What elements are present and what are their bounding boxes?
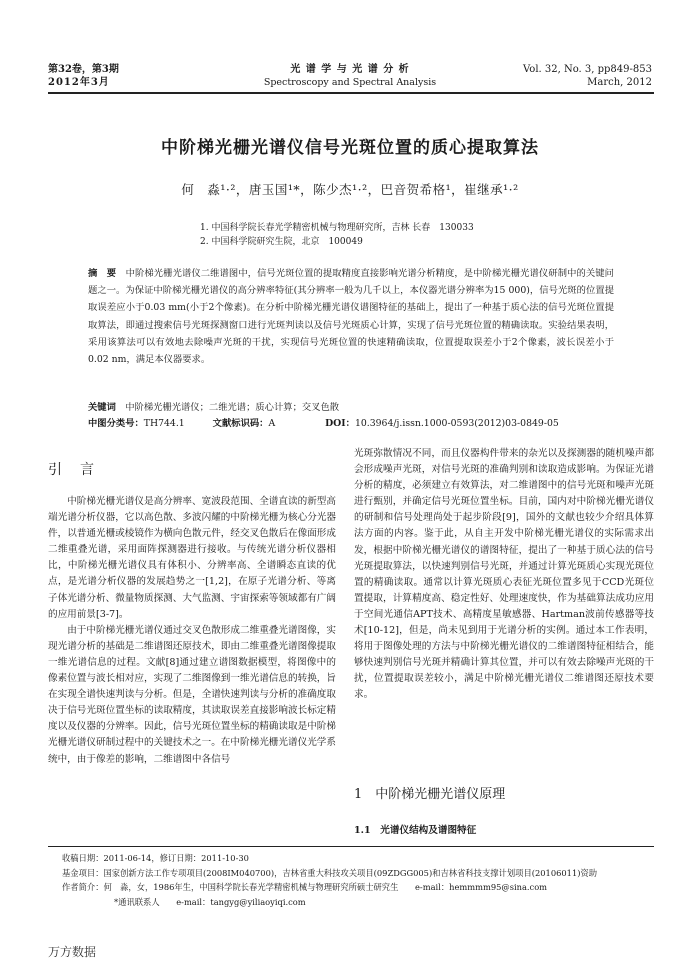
subsection-1-1-heading: 1.1 光谱仪结构及谱图特征 bbox=[354, 825, 477, 836]
fund-info: 基金项目：国家创新方法工作专项项目(2008IM040700)，吉林省重大科技攻关项目(09ZDGG005)和吉林省科技支撑计划项目(20106011)资助 bbox=[62, 867, 598, 878]
classification-line bbox=[88, 415, 648, 429]
right-column-body bbox=[354, 446, 654, 768]
intro-paragraph-1: 中阶梯光栅光谱仪是高分辨率、宽波段范围、全谱直读的新型高端光谱分析仪器，它以高色散、多波闪耀的中阶梯光栅为核心分光器件，以普通光栅或棱镜作为横向色散元件，经交叉色散后在像面形成二维重叠光谱，采用面阵探测器进行接收。与传统光谱分析仪器相比，中阶梯光栅光谱仪具有体积小、分辨率高、全谱瞬态直读的优点，是光谱分析仪器的发展趋势之一[1,2]，在原子光谱分析、等离子体光谱分析、微量物质探测、大气监测、宇宙探索等领域都有广阔的应用前景[3-7]。 bbox=[48, 496, 336, 620]
footnote-rule bbox=[48, 846, 654, 847]
footnotes bbox=[62, 851, 662, 909]
author-intro: 作者简介：何 淼，女，1986年生，中国科学院长春光学精密机械与物理研究所硕士研究生 e-mail：hemmmm95@sina.com bbox=[62, 882, 548, 892]
right-paragraph: 光斑弥散情况不同，而且仪器构件带来的杂光以及探测器的随机噪声都会形成噪声光斑，对信号光斑的准确判别和读取造成影响。为保证光谱分析的精度，必须建立有效算法，对二维谱图中的信号光斑和噪声光斑进行甄别，并确定信号光斑位置坐标。目前，国内对中阶梯光栅光谱仪的研制和信号处理尚处于起步阶段[9]，国外的文献也较少介绍具体算法方面的内容。鉴于此，从自主开发中阶梯光栅光谱仪的实际需求出发，根据中阶梯光栅光谱仪的谱图特征，提出了一种基于质心法的信号光斑提取算法，以快速判别信号光斑，并通过计算光斑质心实现光斑位置的精确读取。通常以计算光斑质心表征光斑位置多见于CCD光斑位置提取，计算精度高、稳定性好、处理速度快，作为基础算法成功应用于空间光通信APT技术、高精度星敏感器、Hartman波前传感器等技术[10-12]，但是，尚未见到用于光谱分析的实例。通过本工作表明，将用于图像处理的方法与中阶梯光栅光谱仪的二维谱图特征相结合，能够快速判别信号光斑并精确计算其位置，并可以有效去除噪声光斑的干扰，位置提取误差较小，满足中阶梯光栅光谱仪二维谱图还原技术要求。 bbox=[354, 448, 654, 701]
received-date: 收稿日期：2011-06-14，修订日期：2011-10-30 bbox=[62, 853, 249, 863]
date-cn: 2012年3月 bbox=[48, 77, 110, 88]
affiliations bbox=[200, 221, 474, 249]
keywords-label: 关键词 bbox=[88, 402, 116, 413]
journal-title-en: Spectroscopy and Spectral Analysis bbox=[263, 77, 437, 88]
abstract bbox=[88, 265, 614, 368]
abstract-label: 摘 要 bbox=[88, 268, 117, 279]
journal-title-cn: 光 谱 学 与 光 谱 分 析 bbox=[290, 64, 410, 75]
doc-code: A bbox=[268, 418, 276, 429]
clc-label: 中图分类号： bbox=[88, 418, 144, 429]
keywords bbox=[88, 399, 614, 413]
header-rule bbox=[48, 92, 654, 94]
paper-title: 中阶梯光栅光谱仪信号光斑位置的质心提取算法 bbox=[161, 138, 539, 158]
doi-label: DOI： bbox=[325, 418, 355, 429]
clc-number: TH744.1 bbox=[143, 418, 185, 429]
keywords-text: 中阶梯光栅光谱仪；二维光谱；质心计算；交叉色散 bbox=[125, 402, 340, 413]
date-en: March, 2012 bbox=[587, 77, 652, 88]
intro-body bbox=[48, 494, 336, 818]
intro-paragraph-2: 由于中阶梯光栅光谱仪通过交叉色散形成二维重叠光谱图像，实现光谱分析的基础是二维谱图还原技术，即由二维重叠光谱图像提取一维光谱信息的过程。文献[8]通过建立谱图数据模型，将图像中的像素位置与波长相对应，实现了二维图像到一维光谱信息的转换，旨在实现全谱快速判读与分析。但是，全谱快速判读与分析的准确度取决于信号光斑位置坐标的读取精度，其读取误差直接影响波长标定精度以及仪器的分辨率。因此，信号光斑位置坐标的精确读取是中阶梯光栅光谱仪研制过程中的关键技术之一。在中阶梯光栅光谱仪光学系统中，由于像差的影响，二维谱图中各信号 bbox=[48, 624, 336, 765]
intro-heading: 引 言 bbox=[48, 462, 96, 478]
affiliation-1: 1. 中国科学院长春光学精密机械与物理研究所，吉林 长春 130033 bbox=[200, 223, 474, 233]
doi: 10.3964/j.issn.1000-0593(2012)03-0849-05 bbox=[354, 418, 559, 429]
section-1-heading: 1 中阶梯光栅光谱仪原理 bbox=[354, 787, 506, 802]
author-list: 何 淼¹·²，唐玉国¹*，陈少杰¹·²，巴音贺希格¹，崔继承¹·² bbox=[181, 182, 519, 197]
abstract-text: 中阶梯光栅光谱仪二维谱图中，信号光斑位置的提取精度直接影响光谱分析精度，是中阶梯光栅光谱仪研制中的关键问题之一。为保证中阶梯光栅光谱仪的高分辨率特征(其分辨率一般为几千以上，本仪器光谱分辨率为15 000)，信号光斑的位置提取误差应小于0.03 mm(小于2个像素)。在分析中阶梯光栅光谱仪谱图特征的基础上，提出了一种基于质心法的信号光斑位置提取算法，即通过搜索信号光斑探测窗口进行光斑判读以及信号光斑质心计算，实现了信号光斑位置的精确读取。实验结果表明，采用该算法可以有效地去除噪声光斑的干扰，实现信号光斑位置的快速精确读取，位置提取误差小于2个像素，波长误差小于0.02 nm，满足本仪器要求。 bbox=[88, 268, 614, 366]
watermark-label: 万方数据 bbox=[48, 945, 97, 959]
doc-code-label: 文献标识码： bbox=[212, 418, 269, 429]
volume-en: Vol. 32, No. 3, pp849-853 bbox=[523, 64, 652, 75]
corresponding-author: *通讯联系人 e-mail：tangyg@yiliaoyiqi.com bbox=[114, 896, 306, 907]
volume-cn: 第32卷，第3期 bbox=[48, 64, 119, 75]
affiliation-2: 2. 中国科学院研究生院，北京 100049 bbox=[200, 237, 363, 247]
